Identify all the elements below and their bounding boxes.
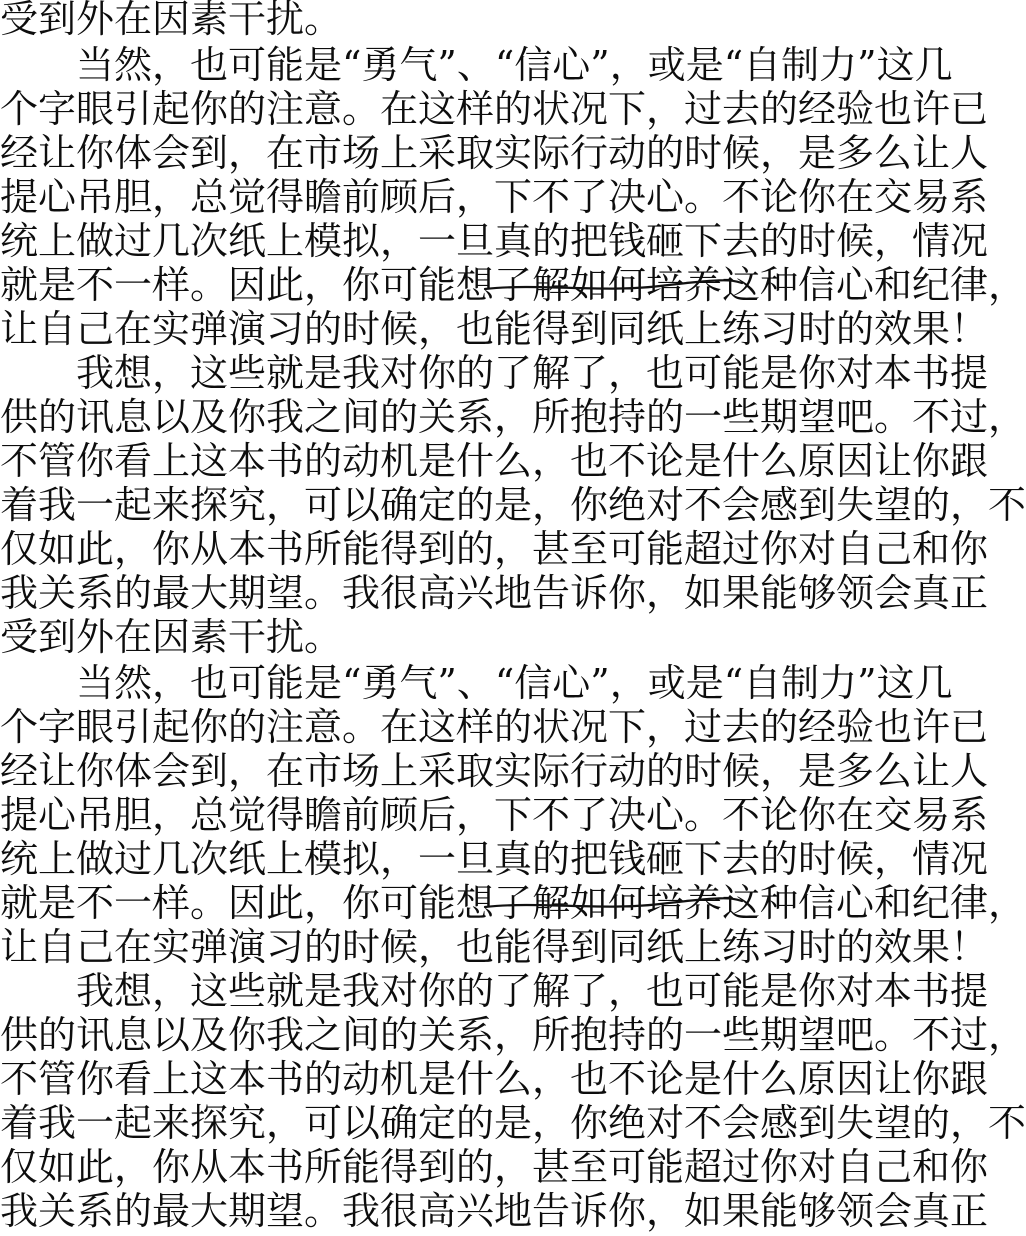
text-line-27: 仅如此，你从本书所能得到的，甚至可能超过你对自己和你 [0,1145,989,1189]
text-line-9: 我想，这些就是我对你的了解了，也可能是你对本书提 [0,351,989,395]
text-line-7: 就是不一样。因此，你可能想了解如何培养这种信心和纪律， [0,263,1026,307]
text-line-2: 当然，也可能是“勇气”、“信心”，或是“自制力”这几 [0,43,953,87]
text-line-25: 不管你看上这本书的动机是什么，也不论是什么原因让你跟 [0,1057,989,1101]
text-line-21: 就是不一样。因此，你可能想了解如何培养这种信心和纪律， [0,881,1026,925]
text-line-13: 仅如此，你从本书所能得到的，甚至可能超过你对自己和你 [0,527,989,571]
text-line-20: 统上做过几次纸上模拟，一旦真的把钱砸下去的时候，情况 [0,837,989,881]
text-line-14: 我关系的最大期望。我很高兴地告诉你，如果能够领会真正 [0,571,989,615]
text-line-1: 受到外在因素干扰。 [0,0,343,41]
text-line-19: 提心吊胆，总觉得瞻前顾后，下不了决心。不论你在交易系 [0,793,989,837]
text-line-17: 个字眼引起你的注意。在这样的状况下，过去的经验也许已 [0,705,989,749]
text-line-10: 供的讯息以及你我之间的关系，所抱持的一些期望吧。不过， [0,395,1026,439]
text-line-23: 我想，这些就是我对你的了解了，也可能是你对本书提 [0,969,989,1013]
text-line-12: 着我一起来探究，可以确定的是，你绝对不会感到失望的，不 [0,483,1026,527]
text-line-28: 我关系的最大期望。我很高兴地告诉你，如果能够领会真正 [0,1189,989,1233]
text-line-8: 让自己在实弹演习的时候，也能得到同纸上练习时的效果！ [0,307,989,351]
text-line-22: 让自己在实弹演习的时候，也能得到同纸上练习时的效果！ [0,925,989,969]
text-line-4: 经让你体会到，在市场上采取实际行动的时候，是多么让人 [0,131,989,175]
text-line-6: 统上做过几次纸上模拟，一旦真的把钱砸下去的时候，情况 [0,219,989,263]
text-line-24: 供的讯息以及你我之间的关系，所抱持的一些期望吧。不过， [0,1013,1026,1057]
text-line-18: 经让你体会到，在市场上采取实际行动的时候，是多么让人 [0,749,989,793]
text-line-3: 个字眼引起你的注意。在这样的状况下，过去的经验也许已 [0,87,989,131]
text-line-15: 受到外在因素干扰。 [0,615,343,659]
text-line-16: 当然，也可能是“勇气”、“信心”，或是“自制力”这几 [0,661,953,705]
text-line-26: 着我一起来探究，可以确定的是，你绝对不会感到失望的，不 [0,1101,1026,1145]
text-line-5: 提心吊胆，总觉得瞻前顾后，下不了决心。不论你在交易系 [0,175,989,219]
text-line-11: 不管你看上这本书的动机是什么，也不论是什么原因让你跟 [0,439,989,483]
